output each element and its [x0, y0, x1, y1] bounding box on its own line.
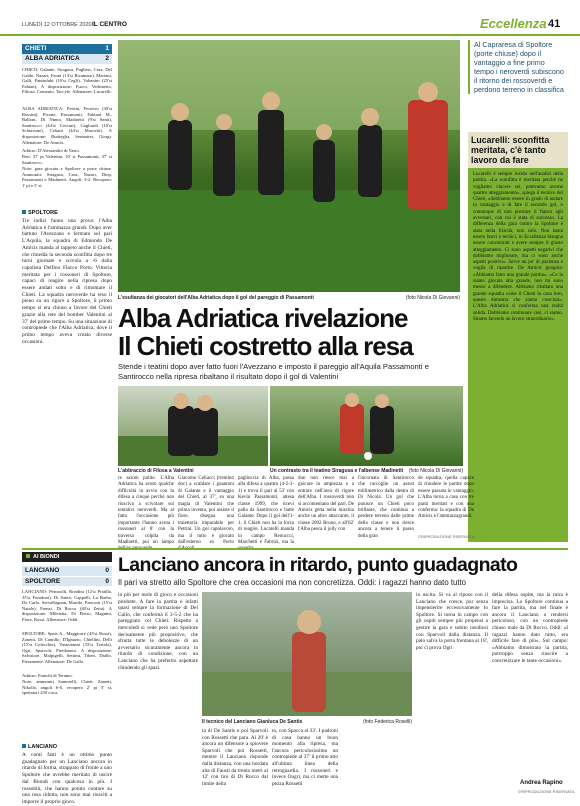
- article2-headline: Lanciano ancora in ritardo, punto guadagnato: [118, 554, 518, 576]
- article1-col-e: l'incornata di Santirocco che raccoglie un assist millimetrico dalla destra di Di Nicola. Un gol che punisce un Chieti poco brillante, che continua a perdere terreno dalle prime della classe e non riesce ancora a tenere il passo della gran: [358, 476, 414, 539]
- byline-spoltore: [22, 210, 58, 216]
- team2-name: ALBA ADRIATICA: [25, 55, 80, 62]
- photo1-caption-text: L'esultanza dei giocatori dell'Alba Adriatica dopo il gol del pareggio di Passamonti: [118, 295, 314, 301]
- photo-coach: [202, 592, 412, 716]
- photo2-caption: L'abbraccio di Filosa a Valentini: [118, 468, 194, 474]
- score-row-team1: [22, 44, 112, 54]
- photo4-credit: (foto Federica Roselli): [363, 719, 412, 725]
- article2-col-b: ta di De Santis e poi Sparvoli con Rossetti che para. Al 20' è ancora un difensore a spiovere Sparvoli che poi Rossetti, mentre il Lanciano risponde dalla distanza, con una bordata alta di Fausti da trenta metri al 12' con tiro di Di Rocco dal limite della: [202, 728, 268, 787]
- article1-headline: [118, 304, 463, 360]
- article2-reserved: ©RIPRODUZIONE RISERVATA: [518, 789, 575, 794]
- byline-text: SPOLTORE: [28, 210, 58, 216]
- photo3-caption: [270, 468, 463, 474]
- headline-line2: Il Chieti costretto alla resa: [118, 331, 413, 361]
- team1b-score: 0: [105, 567, 109, 574]
- byline-marker-icon: [22, 210, 26, 214]
- article1-reserved: ©RIPRODUZIONE RISERVATA: [418, 534, 475, 539]
- photo4-caption-text: Il tecnico del Lanciano Gianluca De Santis: [202, 719, 303, 725]
- team1-name: CHIETI: [25, 45, 47, 52]
- referee: Arbitro: D'Alessandro di Vasto.: [22, 148, 80, 153]
- byline2-text: LANCIANO: [28, 744, 58, 750]
- score2-row-team2: [22, 576, 112, 586]
- sidebar-intro-text: Al Capraresa di Spoltore (porte chiuse) dopo il vantaggio a fine primo tempo i neroverdi subiscono il ritorno dei rossoverdi e perdono terreno in classifica: [468, 40, 566, 94]
- byline2-marker-icon: [22, 744, 26, 748]
- scorebox-chieti-alba: [22, 44, 112, 204]
- lineup-team2: ALBA ADRIATICA: Petrini, Ferreiro (30'st Rossini), Picone, Passamonti, Fabiani M., Balloni, Di Ninno, Madinetti (9'st Santi), Santirocco (44'st Cescuti), Gagliardi (10'st Schiavone), Celiani (44'st Mascetti). A disposizione: Buttieglia, Sermattei, Giorgi. Allenatore: De Amicis.: [22, 106, 112, 145]
- team2-score: 2: [105, 55, 109, 62]
- header-paper: IL CENTRO: [92, 21, 127, 28]
- lineup2-team1: LANCIANO: Petrarolli, Rondini (12'st Pratilla, 35'st Furadoni), Di Santo, Cappelli, La Barba, De Carlo, Servalbignan, Martile, Pancosti (15'st Natale), Frenzi, Di Rocco (40'st Zetta). A disposizione: Mileietta, Di Pietro, Magnini, Fiore, Rossi. Allenatore: Oddi.: [22, 589, 112, 622]
- section-tag-icon: [26, 554, 30, 558]
- article1-col-d: dun non riesce mai a giocare in ampiezza e a entrare nell'area di rigore dell'Alba. I rossoverdi non si accontentano del pari. De Amicis getta nella mischia anche un altro attaccante, il classe 2002 Bruno, e all'82' l'Alba pesca il jolly con: [298, 476, 354, 533]
- photo1-credit: (foto Nicola Di Giovanni): [405, 295, 460, 301]
- article1-col-c: pagliuccia di Alba, passa alla difesa a quattro (4-2-3-1) e trova il pari al 53' con Kevin Passamonti, attesa classe 1999, che ricevi palla da Santirocco e batte Galante. Dopo il gol dell'1-1, il Chieti non ha la forza di reagire. Lucarelli manda in campo Renuccci, Marchetti e Fabrizi, ma la: [238, 476, 294, 546]
- byline-lanciano: [22, 744, 57, 750]
- page-header: [0, 0, 580, 36]
- goals: Reti: 37' pt Valentini, 10' st Passamonti, 37' st Santirocco.: [22, 154, 112, 165]
- photo3-credit: (foto Nicola Di Giovanni): [408, 468, 463, 474]
- article1-deck: Stende i teatini dopo aver fatto fuori l'Avezzano e imposto il pareggio all'Aquila Passamonti e Santirocco nella ripresa ribaltano il risultato dopo il gol di Valentini: [118, 362, 429, 381]
- team1-score: 1: [105, 45, 109, 52]
- photo-duel: [270, 386, 463, 466]
- page-number: 41: [548, 18, 561, 30]
- lineup-team1: CHIETI: Galante, Siragusa, Pugliesi, Cruz, Del Galdo, Nazari, Faoni (13'st Ricamato), Mariani, Galli, Fantinfabi (10'st Cegli), Valentini (25'st Fabian), A disposizione: Fusco, Vedrinetto, Filiosa, Comento, Taccyle. Allenatore: Lucarelli.: [22, 67, 112, 95]
- section-tag-text: AI BIONDI: [33, 554, 60, 560]
- celebration-illustration: [118, 40, 460, 292]
- team2b-name: SPOLTORE: [25, 578, 61, 585]
- section-title: Eccellenza: [480, 16, 547, 31]
- coach-illustration: [202, 592, 412, 716]
- sidebar-intro: [468, 40, 566, 130]
- header-date: LUNEDÌ 12 OTTOBRE 2020: [22, 22, 92, 28]
- duel-illustration: [270, 386, 463, 466]
- score-row-team2: [22, 54, 112, 64]
- photo1-caption: [118, 295, 460, 301]
- article1-col-a: re azioni pulite. L'Alba Adriatica ha avuto qualche difficoltà in avvio con la difesa a cinque perché non riusciva a scivolare sui tentativi neroverdi. Ma al fatto l'occasione più importante l'hanno avuta i rossoneri al 8' con la traversa colpita da Madinetti, poi un lampo: [118, 476, 174, 546]
- article2-col-a: in più per mole di gioco e occasioni prodotte. A fare la partita è infatti quasi sempre la formazione di Del Gallo, che confermà il 3-5-2 che ha pareggiato col Chieti. Rispetto a mercoledì si vede però uno Spoltore decisamente più propositivo, che sfrutta tutte le debolezze di un avversario sicuramente ancora in ritardo di condizione, con un Lanciano che ha preferito aspettare chiudendo gli spazi.: [118, 592, 198, 671]
- team1b-name: LANCIANO: [25, 567, 60, 574]
- hug-illustration: [118, 386, 268, 466]
- score2-row-team1: [22, 566, 112, 576]
- article2-author: Andrea Rapino: [520, 780, 563, 786]
- article2-col-d: in uscita. Si va al riposo con il Lanciano che cresce, pur senza impensierire eccessivamente lo Spoltore. Si torna in campo con gli ospiti sempre più propensi a gestire la gara e subito insidiosi con Sparvoli dalla distanza. Il palo salva la porta frentana al 18', poi ci prova Ogri: [416, 592, 488, 651]
- section-divider: [22, 548, 568, 550]
- article2-col-c: to, con Spacca al 33'. I padroni di casa hanno un buon momento alla ripresa, ma l'ancora pericolosissimo un contropiede al 37' il primo atto all'ultima linea della retroguardia. I rossoneri e invece Ougri, ma ci mette una pezza Rossetti: [272, 728, 338, 787]
- match-notes: Note: gara giocata a Spoltore a porte chiuse. Ammoniti: Siragusa, Cruz, Nazari, Diop, Passamonti e Madinetti. Angoli: 3-2. Recupero: 1' pt e 5' st.: [22, 166, 112, 188]
- photo-celebration: [118, 40, 460, 292]
- article1-col1: Tre indizi fanno una prova: l'Alba Adriatica è l'ammazza grandi. Dopo aver battuto l'Avezzano e fermato sul pari L'Aquila, la squadra di Edmondo De Amicis manda al tappeto anche il Chieti, che rimedia la seconda sconfitta dopo tre turni giornate e scivola a -6 dalla capolista Delfino Flacco Porto. Vittoria meritata per i rossoneri di Spoltore, capaci di reagire nella ripresa dopo essere andati sotto e di rimontare il Chieti. La squadra neroverde ha reso il pieno su un rigore a Spoltore, il primo tempo si era chiuso a favore del Chieti grazie alla rete del bomber Valentini al 37' del primo tempo. Su una situazione di contropiede che l'Alba Adriatica, dove il primo tempo aveva creato diverse occasioni.: [22, 218, 112, 345]
- scorebox-lanciano-spoltore: [22, 566, 112, 741]
- article1-col-b: Giacomo Celiacci (trentino doc) a scaldare i guantoni di Galante e il vantaggio del Chieti, al 37', su una magia di Valentini che prima inventa, poi assiste il fiore, disegna una traiettoria imparabile per Petrini. Un gol capolavoro, ma il tutto è giocato dall'esterno ex Porto: [178, 476, 234, 546]
- headline-line1: Alba Adriatica rivelazione: [118, 303, 408, 333]
- sidebar-title: Lucarelli: sconfitta meritata, c'è tanto lavoro da fare: [468, 132, 568, 168]
- team2b-score: 0: [105, 578, 109, 585]
- article2-deck: Il pari va stretto allo Spoltore che crea occasioni ma non concretizza. Oddi: i ragazzi hanno dato tutto: [118, 578, 467, 587]
- match2-notes: Note: ammoniti Santorelli, Chieti, Zanetti, Nikolla, angoli 6-6, recupero 2' pt 3' st, spettatori 250 circa.: [22, 679, 112, 696]
- article2-col-e: della difesa ospite, ma la mira è imprecisa. Lo Spoltore continua a fare la partita, ma nel finale è ancora il Lanciano a rendersi pericoloso, con un contropiede chiuso male da Di Rocco. Oddi: «I ragazzi hanno dato tutto, era difficile fare di più». Sul campo: «Abbiamo dimostrato la partita, purtroppo senza riuscire a concretizzare le tante occasioni».: [492, 592, 568, 664]
- photo4-caption: [202, 719, 412, 725]
- photo-hug: [118, 386, 268, 466]
- section-tag: [22, 552, 112, 562]
- sidebar-box: [468, 132, 568, 542]
- article1-col-f: de squadra, quella capace di chiudere le partite dopo essere passata in vantaggio. L'Alba torna a casa con tre punti meritati e con una conferma: la squadra di De Amicis è l'ammazzagrandi.: [418, 476, 474, 520]
- article2-col1: A conti fatti è un ottimo punto guadagnato per un Lanciano ancora in ritardo di forma, strappato di fronte a uno Spoltore che avrebbe meritato di uscire dal Biondi con qualcosa in più. I rossoblù, che hanno potuto contare su una rosa ridotta, non sono mai riusciti a imporre il proprio gioco.: [22, 752, 112, 805]
- photo3-caption-text: Un contrasto tra il teatino Siragusa e l'albense Madinetti: [270, 468, 404, 474]
- referee2: Arbitro: Franchi di Teramo.: [22, 673, 73, 678]
- sidebar-body: Lucarelli è sempre lucido nell'analisi della partita. «La sconfitta è meritata perché ne vogliamo vincere sei, potevamo averne quattro atteggiamento», spiega il tecnico del Chieti, «dobbiamo essere in grado di andare in vantaggio e di fare il secondo gol, o comunque di non prestare il fianco agli avversari, con cui è stata di successo. La differenza della gara contro la Spoltore è stata nella fisicità, non solo. Non basta essere bravi e tecnici, in Eccellenza bisogna essere concentrati e avere sempre il giusto atteggiamento. Ci sono aspetti negativi che dobbiamo migliorare, ma ci sono anche aspetti positivi». Serve un po' di pazienza e voglia di ripartire. De Amicis gongola: «Abbiamo fatto una grande partita». «Ce la siamo giocata alla grande, non mi sono messo a difendere. Abbiamo ribaltato una grande squadra come il Chieti in casa loro, questo dimostra che siamo cresciuti». L'Alba Adriatica si conferma una realtà solida. Dobbiamo continuare così, ci siamo. Stiamo facendo un lavoro straordinario».: [473, 172, 563, 322]
- lineup2-team2: SPOLTORE: Spais A., Maggiorre (43'st Rossi), Zanetti, Di Camillo, D'Ignazio, Chiellini, Delli (15'st Colecchia), Vastroianni (33'st Tortola), Ogri, Sparvoli, Pierdonato. A disposizione: Salvatore, Malpigelli, Settimi, Tiberi, Diallo, Pieramente. Allenatore: De Gallo.: [22, 631, 112, 664]
